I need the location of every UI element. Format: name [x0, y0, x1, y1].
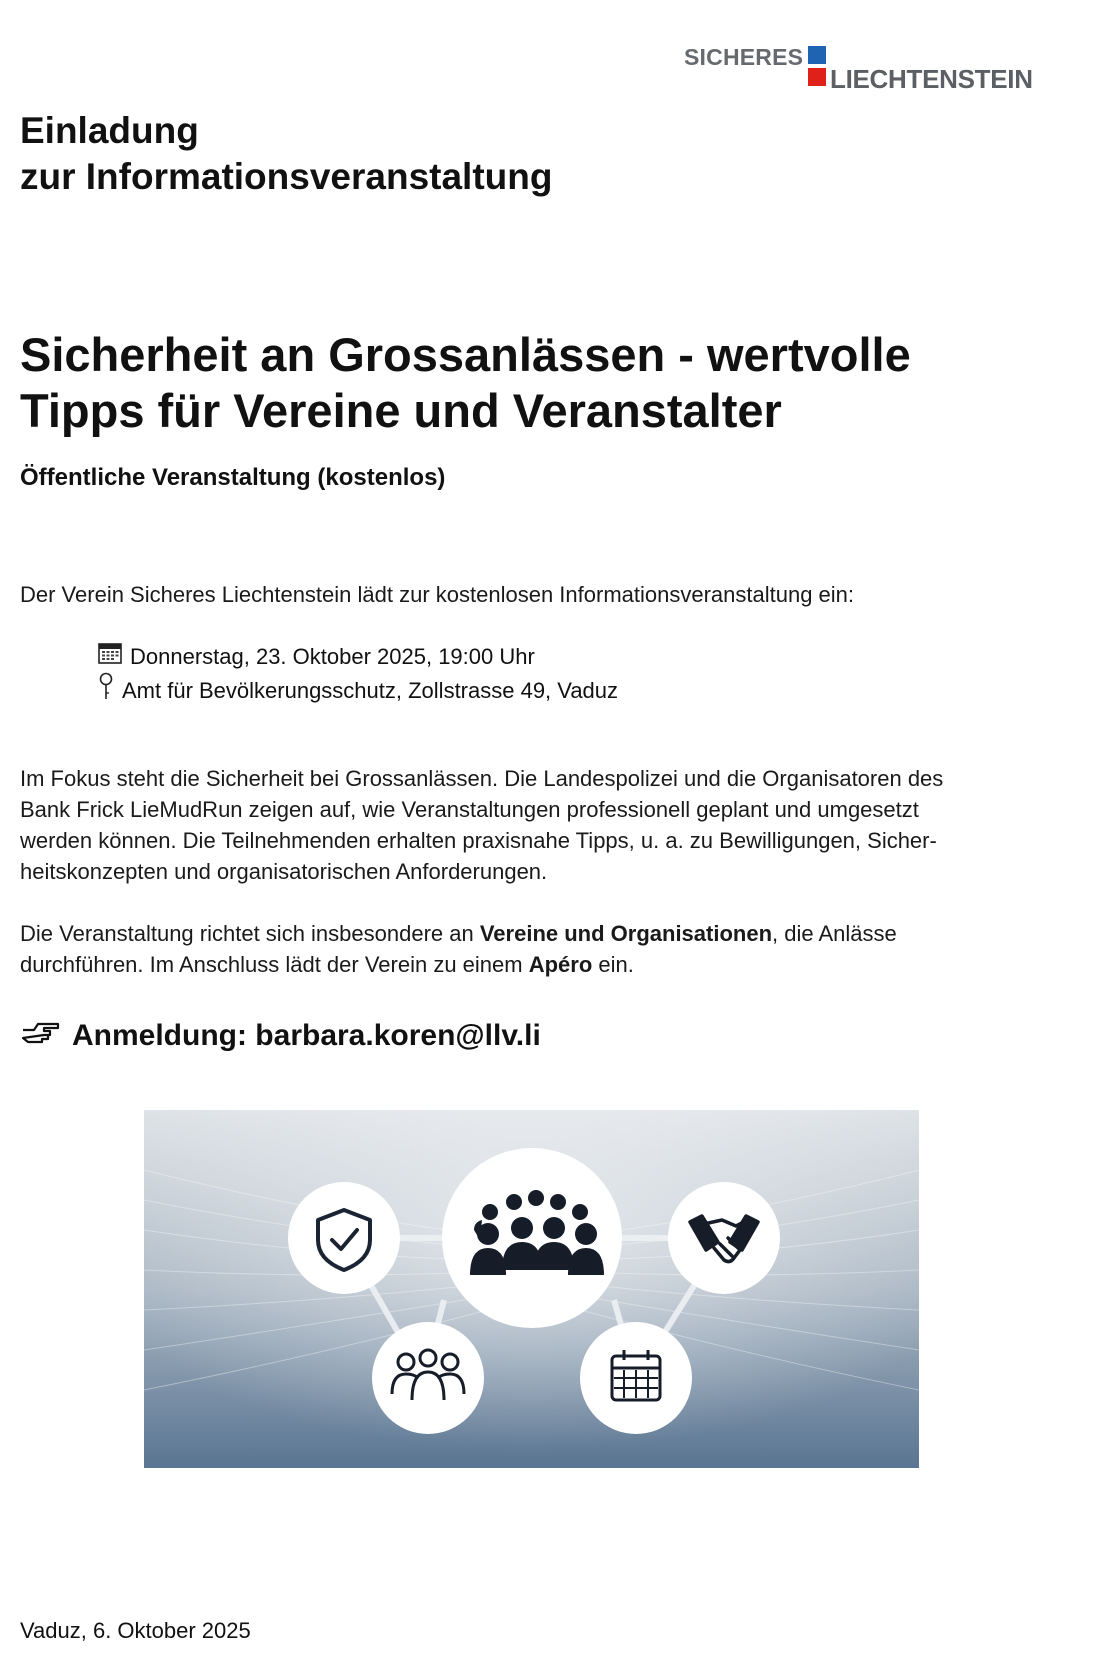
- focus-line2: Bank Frick LieMudRun zeigen auf, wie Veranstaltungen professionell geplant und umgesetzt: [20, 797, 919, 822]
- logo-blue-square: [808, 46, 826, 64]
- intro-paragraph: Der Verein Sicheres Liechtenstein lädt zur kostenlosen Informationsveranstaltung ein:: [20, 582, 855, 607]
- place-date-footer: Vaduz, 6. Oktober 2025: [20, 1618, 251, 1643]
- audience-text-3: durchführen. Im Anschluss lädt der Verein zu einem: [20, 952, 529, 977]
- registration-text[interactable]: Anmeldung: barbara.koren@llv.li: [72, 1019, 541, 1052]
- event-subtitle: Öffentliche Veranstaltung (kostenlos): [20, 464, 446, 491]
- audience-text-4: ein.: [592, 952, 634, 977]
- location-pin-icon: [98, 672, 114, 708]
- calendar-icon: [98, 641, 122, 672]
- hero-graphic: [144, 1110, 919, 1468]
- registration-line: [20, 1018, 541, 1054]
- focus-line3: werden können. Die Teilnehmenden erhalten praxisnahe Tipps, u. a. zu Bewilligungen, Sicher-: [20, 828, 937, 853]
- pointing-hand-icon: [20, 1018, 60, 1054]
- focus-paragraph: [20, 763, 1070, 887]
- event-title: [20, 327, 1060, 439]
- event-date: [98, 641, 535, 672]
- logo-red-square: [808, 68, 826, 86]
- invitation-heading: [20, 108, 552, 200]
- event-title-line1: Sicherheit an Grossanlässen - wertvolle: [20, 328, 911, 381]
- event-date-text: Donnerstag, 23. Oktober 2025, 19:00 Uhr: [130, 644, 535, 669]
- audience-text-1: Die Veranstaltung richtet sich insbesondere an: [20, 921, 480, 946]
- focus-line1: Im Fokus steht die Sicherheit bei Grossanlässen. Die Landespolizei und die Organisatoren des: [20, 766, 944, 791]
- audience-text-2: , die Anlässe: [772, 921, 897, 946]
- invitation-heading-line2: zur Informationsveranstaltung: [20, 156, 553, 197]
- event-title-line2: Tipps für Vereine und Veranstalter: [20, 384, 782, 437]
- audience-bold-organisations: Vereine und Organisationen: [479, 921, 773, 946]
- sicheres-liechtenstein-logo: [684, 44, 1084, 94]
- event-location-text: Amt für Bevölkerungsschutz, Zollstrasse 49, Vaduz: [122, 677, 619, 703]
- audience-paragraph: [20, 918, 1070, 980]
- logo-text-sicheres: SICHERES: [684, 44, 804, 70]
- audience-bold-apero: Apéro: [528, 952, 593, 977]
- invitation-heading-line1: Einladung: [20, 110, 199, 151]
- focus-line4: heitskonzepten und organisatorischen Anforderungen.: [20, 859, 548, 884]
- event-location: [98, 672, 618, 708]
- logo-text-liechtenstein: LIECHTENSTEIN: [830, 64, 1033, 94]
